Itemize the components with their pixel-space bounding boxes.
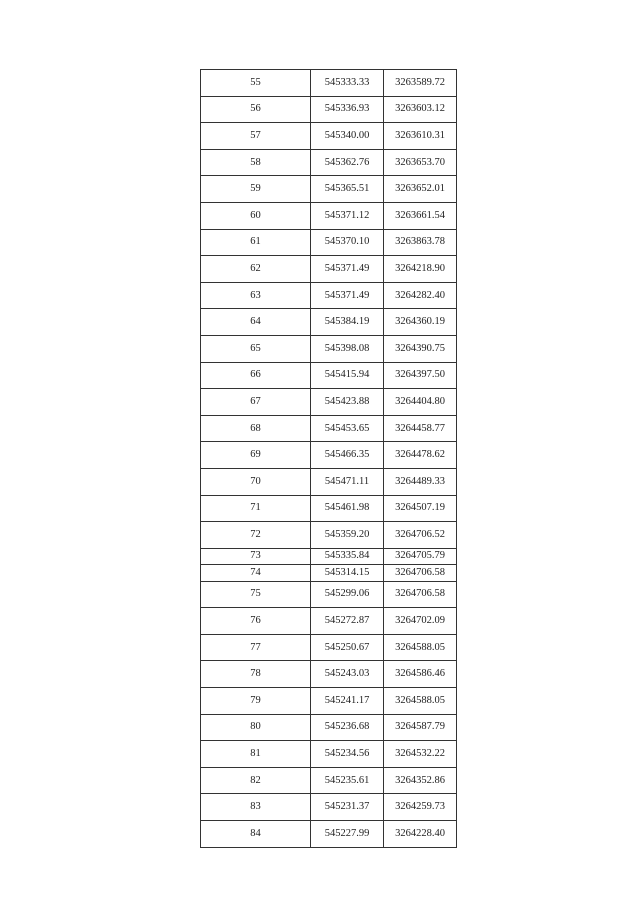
table-row [201, 688, 457, 715]
x-coordinate-cell: 545236.68 [311, 714, 384, 741]
y-coordinate-cell: 3263589.72 [384, 70, 457, 97]
x-coordinate-cell: 545415.94 [311, 362, 384, 389]
point-number-cell: 55 [201, 70, 311, 97]
table-row [201, 522, 457, 549]
point-number-cell: 70 [201, 468, 311, 495]
x-coordinate-cell: 545365.51 [311, 176, 384, 203]
table-row [201, 123, 457, 150]
table-row [201, 767, 457, 794]
table-row [201, 714, 457, 741]
x-coordinate-cell: 545423.88 [311, 389, 384, 416]
point-number-cell: 78 [201, 661, 311, 688]
x-coordinate-cell: 545243.03 [311, 661, 384, 688]
x-coordinate-cell: 545272.87 [311, 608, 384, 635]
table-row [201, 794, 457, 821]
x-coordinate-cell: 545314.15 [311, 565, 384, 582]
y-coordinate-cell: 3264507.19 [384, 495, 457, 522]
x-coordinate-cell: 545398.08 [311, 335, 384, 362]
point-number-cell: 72 [201, 522, 311, 549]
point-number-cell: 60 [201, 202, 311, 229]
y-coordinate-cell: 3264282.40 [384, 282, 457, 309]
point-number-cell: 75 [201, 581, 311, 608]
x-coordinate-cell: 545461.98 [311, 495, 384, 522]
x-coordinate-cell: 545335.84 [311, 548, 384, 565]
x-coordinate-cell: 545370.10 [311, 229, 384, 256]
point-number-cell: 69 [201, 442, 311, 469]
table-row [201, 415, 457, 442]
y-coordinate-cell: 3263863.78 [384, 229, 457, 256]
table-row [201, 468, 457, 495]
x-coordinate-cell: 545231.37 [311, 794, 384, 821]
table-row [201, 176, 457, 203]
x-coordinate-cell: 545250.67 [311, 634, 384, 661]
x-coordinate-cell: 545227.99 [311, 821, 384, 848]
table-row [201, 581, 457, 608]
table-row [201, 362, 457, 389]
y-coordinate-cell: 3264397.50 [384, 362, 457, 389]
y-coordinate-cell: 3264587.79 [384, 714, 457, 741]
y-coordinate-cell: 3264352.86 [384, 767, 457, 794]
table-row [201, 634, 457, 661]
point-number-cell: 83 [201, 794, 311, 821]
point-number-cell: 66 [201, 362, 311, 389]
point-number-cell: 73 [201, 548, 311, 565]
y-coordinate-cell: 3264706.58 [384, 565, 457, 582]
x-coordinate-cell: 545384.19 [311, 309, 384, 336]
y-coordinate-cell: 3264478.62 [384, 442, 457, 469]
x-coordinate-cell: 545336.93 [311, 96, 384, 123]
y-coordinate-cell: 3264390.75 [384, 335, 457, 362]
table-row [201, 661, 457, 688]
table-row [201, 335, 457, 362]
table-row [201, 202, 457, 229]
y-coordinate-cell: 3263652.01 [384, 176, 457, 203]
coordinate-table [200, 69, 457, 848]
table-row [201, 309, 457, 336]
y-coordinate-cell: 3264702.09 [384, 608, 457, 635]
y-coordinate-cell: 3264360.19 [384, 309, 457, 336]
y-coordinate-cell: 3264458.77 [384, 415, 457, 442]
point-number-cell: 58 [201, 149, 311, 176]
point-number-cell: 84 [201, 821, 311, 848]
y-coordinate-cell: 3264705.79 [384, 548, 457, 565]
y-coordinate-cell: 3263603.12 [384, 96, 457, 123]
point-number-cell: 80 [201, 714, 311, 741]
table-row [201, 389, 457, 416]
x-coordinate-cell: 545471.11 [311, 468, 384, 495]
point-number-cell: 64 [201, 309, 311, 336]
x-coordinate-cell: 545340.00 [311, 123, 384, 150]
table-row [201, 608, 457, 635]
table-row [201, 70, 457, 97]
point-number-cell: 68 [201, 415, 311, 442]
y-coordinate-cell: 3263653.70 [384, 149, 457, 176]
y-coordinate-cell: 3264259.73 [384, 794, 457, 821]
point-number-cell: 56 [201, 96, 311, 123]
point-number-cell: 81 [201, 741, 311, 768]
point-number-cell: 76 [201, 608, 311, 635]
y-coordinate-cell: 3264588.05 [384, 634, 457, 661]
x-coordinate-cell: 545453.65 [311, 415, 384, 442]
point-number-cell: 57 [201, 123, 311, 150]
table-row [201, 149, 457, 176]
table-row [201, 96, 457, 123]
table-row [201, 229, 457, 256]
table-row [201, 495, 457, 522]
y-coordinate-cell: 3264228.40 [384, 821, 457, 848]
x-coordinate-cell: 545371.49 [311, 256, 384, 283]
y-coordinate-cell: 3263610.31 [384, 123, 457, 150]
x-coordinate-cell: 545359.20 [311, 522, 384, 549]
y-coordinate-cell: 3263661.54 [384, 202, 457, 229]
point-number-cell: 71 [201, 495, 311, 522]
point-number-cell: 67 [201, 389, 311, 416]
table-row [201, 548, 457, 565]
table-row [201, 256, 457, 283]
point-number-cell: 65 [201, 335, 311, 362]
point-number-cell: 62 [201, 256, 311, 283]
table-row [201, 565, 457, 582]
x-coordinate-cell: 545235.61 [311, 767, 384, 794]
point-number-cell: 77 [201, 634, 311, 661]
coordinate-table-body [201, 70, 457, 848]
x-coordinate-cell: 545466.35 [311, 442, 384, 469]
x-coordinate-cell: 545371.49 [311, 282, 384, 309]
y-coordinate-cell: 3264489.33 [384, 468, 457, 495]
x-coordinate-cell: 545241.17 [311, 688, 384, 715]
point-number-cell: 63 [201, 282, 311, 309]
y-coordinate-cell: 3264706.52 [384, 522, 457, 549]
x-coordinate-cell: 545333.33 [311, 70, 384, 97]
point-number-cell: 82 [201, 767, 311, 794]
x-coordinate-cell: 545234.56 [311, 741, 384, 768]
y-coordinate-cell: 3264532.22 [384, 741, 457, 768]
point-number-cell: 61 [201, 229, 311, 256]
point-number-cell: 74 [201, 565, 311, 582]
x-coordinate-cell: 545371.12 [311, 202, 384, 229]
point-number-cell: 59 [201, 176, 311, 203]
y-coordinate-cell: 3264404.80 [384, 389, 457, 416]
table-row [201, 442, 457, 469]
point-number-cell: 79 [201, 688, 311, 715]
y-coordinate-cell: 3264586.46 [384, 661, 457, 688]
y-coordinate-cell: 3264218.90 [384, 256, 457, 283]
table-row [201, 741, 457, 768]
y-coordinate-cell: 3264588.05 [384, 688, 457, 715]
table-row [201, 282, 457, 309]
x-coordinate-cell: 545299.06 [311, 581, 384, 608]
x-coordinate-cell: 545362.76 [311, 149, 384, 176]
table-row [201, 821, 457, 848]
y-coordinate-cell: 3264706.58 [384, 581, 457, 608]
